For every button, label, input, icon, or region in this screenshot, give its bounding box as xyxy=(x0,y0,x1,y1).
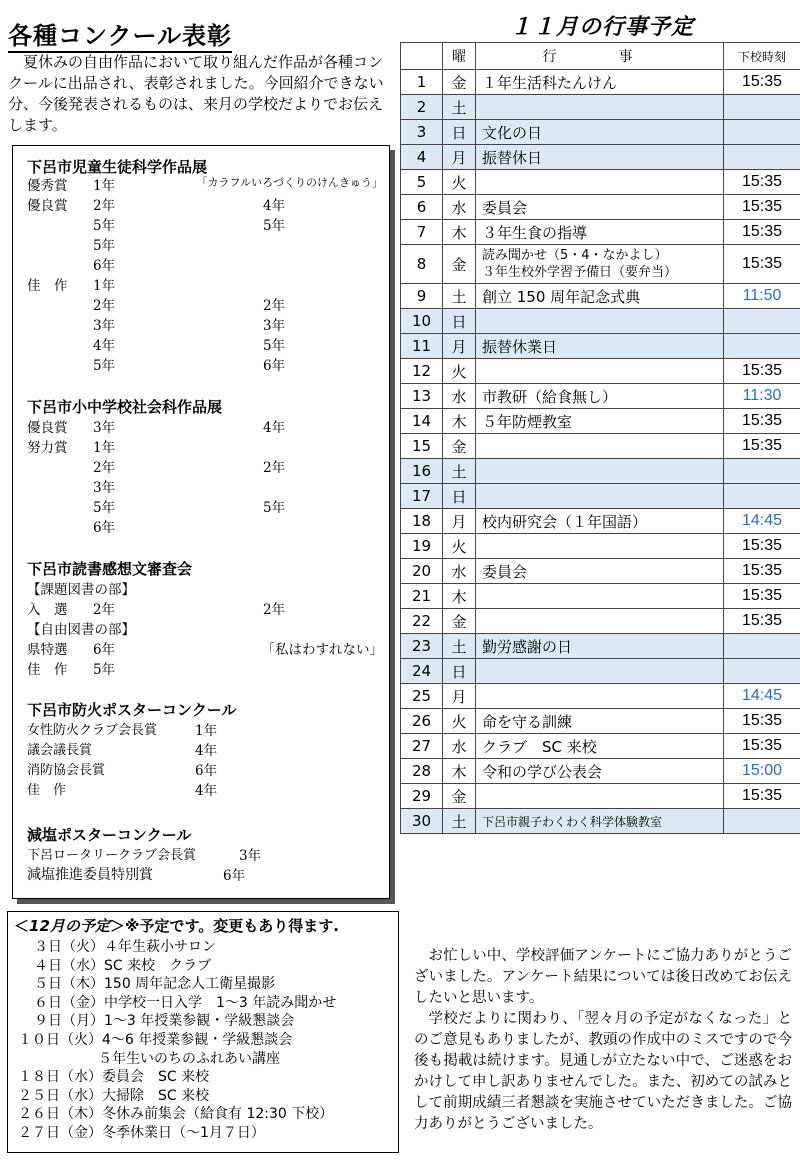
award-row xyxy=(27,194,383,214)
award-name: 優秀賞 xyxy=(27,178,68,194)
december-item: ５日（木）150 周年記念人工衛星撮影 xyxy=(34,976,276,993)
december-item: １０日（火）4～6 年授業参観・学級懇談会 xyxy=(18,1032,293,1048)
award-grade-2: 2年 xyxy=(263,460,286,476)
schedule-day: 29 xyxy=(401,784,443,809)
award-row xyxy=(27,638,383,658)
december-item: ２５日（水）大掃除 SC 来校 xyxy=(18,1087,210,1104)
award-grade-2: 5年 xyxy=(263,218,286,234)
schedule-table xyxy=(400,42,800,834)
award-row xyxy=(27,334,383,354)
schedule-event: 市教研（給食無し） xyxy=(476,384,724,409)
schedule-day: 19 xyxy=(401,534,443,559)
schedule-day: 20 xyxy=(401,559,443,584)
award-row xyxy=(27,844,383,864)
schedule-row xyxy=(401,609,800,634)
award-grade: 6年 xyxy=(93,520,116,536)
award-name: 【自由図書の部】 xyxy=(27,622,135,638)
schedule-event: 校内研究会（１年国語） xyxy=(476,509,724,534)
schedule-dismissal-time xyxy=(724,95,800,120)
award-row xyxy=(27,314,383,334)
schedule-row xyxy=(401,220,800,245)
award-grade-2: 2年 xyxy=(263,298,286,314)
award-row xyxy=(27,294,383,314)
schedule-dismissal-time xyxy=(724,484,800,509)
schedule-row xyxy=(401,245,800,284)
schedule-row xyxy=(401,484,800,509)
award-grade: 5年 xyxy=(93,358,116,374)
award-name: 減塩推進委員特別賞 xyxy=(27,867,153,883)
december-title-main: 12月の予定 xyxy=(29,917,110,935)
award-grade-2: 4年 xyxy=(263,420,286,436)
schedule-row xyxy=(401,170,800,195)
schedule-weekday: 月 xyxy=(443,334,476,359)
award-grade: 3年 xyxy=(93,420,116,436)
award-row xyxy=(27,274,383,294)
award-row xyxy=(27,516,383,536)
schedule-weekday: 日 xyxy=(443,659,476,684)
award-grade: 6年 xyxy=(223,868,246,884)
schedule-dismissal-time: 15:35 xyxy=(724,534,800,559)
award-work-title: 「カラフルいろづくりのけんきゅう」 xyxy=(196,176,383,189)
december-title xyxy=(14,915,339,936)
schedule-event-line-2: ３年生校外学習予備日（要弁当） xyxy=(482,265,678,280)
schedule-day: 6 xyxy=(401,195,443,220)
schedule-day: 13 xyxy=(401,384,443,409)
december-title-prefix: ＜ xyxy=(14,917,30,935)
schedule-header-row xyxy=(401,43,800,70)
schedule-day: 23 xyxy=(401,634,443,659)
schedule-row xyxy=(401,809,800,834)
award-name: 消防協会長賞 xyxy=(27,763,106,778)
award-section-title: 減塩ポスターコンクール xyxy=(27,826,192,844)
december-item: ９日（月）1～3 年授業参観・学級懇談会 xyxy=(34,1013,295,1030)
award-grade: 5年 xyxy=(93,238,116,254)
schedule-dismissal-time: 15:35 xyxy=(724,195,800,220)
schedule-event: 創立 150 周年記念式典 xyxy=(476,284,724,309)
award-name: 優良賞 xyxy=(27,198,68,214)
schedule-weekday: 日 xyxy=(443,484,476,509)
schedule-dismissal-time: 15:35 xyxy=(724,584,800,609)
schedule-row xyxy=(401,434,800,459)
award-row xyxy=(27,416,383,436)
schedule-weekday: 月 xyxy=(443,684,476,709)
schedule-row xyxy=(401,409,800,434)
schedule-weekday: 月 xyxy=(443,509,476,534)
schedule-row xyxy=(401,384,800,409)
schedule-event xyxy=(476,170,724,195)
schedule-row xyxy=(401,359,800,384)
schedule-row xyxy=(401,709,800,734)
schedule-dismissal-time: 15:35 xyxy=(724,220,800,245)
schedule-event xyxy=(476,684,724,709)
schedule-day: 4 xyxy=(401,145,443,170)
award-grade: 1年 xyxy=(195,723,218,739)
schedule-dismissal-time xyxy=(724,659,800,684)
award-row xyxy=(27,759,383,779)
schedule-dismissal-time: 11:30 xyxy=(724,384,800,409)
schedule-event: ５年防煙教室 xyxy=(476,409,724,434)
awards-title: 各種コンクール表彰 xyxy=(8,22,232,53)
message-block xyxy=(414,946,792,1135)
schedule-row xyxy=(401,734,800,759)
schedule-weekday: 水 xyxy=(443,559,476,584)
schedule-day: 26 xyxy=(401,709,443,734)
schedule-day: 28 xyxy=(401,759,443,784)
award-grade: 6年 xyxy=(195,763,218,779)
schedule-event: 命を守る訓練 xyxy=(476,709,724,734)
december-item: ２７日（金）冬季休業日（～1月７日） xyxy=(18,1125,265,1141)
schedule-day: 5 xyxy=(401,170,443,195)
december-plan-box xyxy=(7,911,399,1153)
schedule-dismissal-time: 15:35 xyxy=(724,170,800,195)
schedule-dismissal-time: 15:35 xyxy=(724,559,800,584)
award-name: 優良賞 xyxy=(27,420,68,436)
schedule-dismissal-time xyxy=(724,145,800,170)
schedule-day: 24 xyxy=(401,659,443,684)
award-grade: 3年 xyxy=(93,480,116,496)
schedule-dismissal-time xyxy=(724,334,800,359)
schedule-event: 振替休日 xyxy=(476,145,724,170)
award-name: 努力賞 xyxy=(27,440,68,456)
schedule-event: ３年生食の指導 xyxy=(476,220,724,245)
schedule-event: 委員会 xyxy=(476,195,724,220)
award-row xyxy=(27,779,383,799)
award-name: 下呂ロータリークラブ会長賞 xyxy=(27,848,197,863)
award-grade-2: 5年 xyxy=(263,500,286,516)
award-grade: 1年 xyxy=(93,440,116,456)
schedule-row xyxy=(401,534,800,559)
schedule-dismissal-time xyxy=(724,634,800,659)
award-grade-2: 3年 xyxy=(263,318,286,334)
award-row xyxy=(27,476,383,496)
schedule-row xyxy=(401,145,800,170)
award-section-title: 下呂市防火ポスターコンクール xyxy=(27,701,237,719)
schedule-weekday: 木 xyxy=(443,409,476,434)
award-name: 入 選 xyxy=(27,602,68,618)
schedule-event xyxy=(476,359,724,384)
schedule-dismissal-time xyxy=(724,309,800,334)
schedule-dismissal-time: 15:35 xyxy=(724,709,800,734)
award-grade: 3年 xyxy=(239,848,262,864)
schedule-event: 勤労感謝の日 xyxy=(476,634,724,659)
schedule-weekday: 土 xyxy=(443,459,476,484)
schedule-day: 21 xyxy=(401,584,443,609)
schedule-event xyxy=(476,784,724,809)
award-grade: 2年 xyxy=(93,460,116,476)
schedule-dismissal-time xyxy=(724,120,800,145)
schedule-row xyxy=(401,284,800,309)
schedule-event xyxy=(476,584,724,609)
schedule-weekday: 日 xyxy=(443,120,476,145)
award-grade: 2年 xyxy=(93,198,116,214)
schedule-day: 8 xyxy=(401,245,443,284)
schedule-weekday: 火 xyxy=(443,709,476,734)
schedule-day: 17 xyxy=(401,484,443,509)
award-row xyxy=(27,618,383,638)
december-item: １８日（水）委員会 SC 来校 xyxy=(18,1069,210,1086)
award-grade-2: 2年 xyxy=(263,602,286,618)
schedule-row xyxy=(401,634,800,659)
december-item: ３日（火）４年生萩小サロン xyxy=(34,939,216,955)
schedule-day: 3 xyxy=(401,120,443,145)
schedule-row xyxy=(401,509,800,534)
december-item: ２６日（木）冬休み前集会（給食有 12:30 下校） xyxy=(18,1106,334,1123)
schedule-event xyxy=(476,484,724,509)
award-grade-2: 6年 xyxy=(263,358,286,374)
schedule-weekday: 火 xyxy=(443,170,476,195)
header-dismissal-time: 下校時刻 xyxy=(724,43,800,70)
awards-intro-text: 夏休みの自由作品において取り組んだ作品が各種コンクールに出品され、表彰されました。今回紹介できない分、今後発表されるものは、来月の学校だよりでお伝えします。 xyxy=(8,53,384,134)
schedule-event xyxy=(476,534,724,559)
schedule-dismissal-time: 15:35 xyxy=(724,609,800,634)
award-grade-2: 5年 xyxy=(263,338,286,354)
schedule-row xyxy=(401,120,800,145)
award-row xyxy=(27,719,383,739)
award-name: 議会議長賞 xyxy=(27,743,93,758)
schedule-dismissal-time: 15:00 xyxy=(724,759,800,784)
schedule-row xyxy=(401,559,800,584)
awards-intro xyxy=(8,52,394,136)
schedule-day: 9 xyxy=(401,284,443,309)
schedule-dismissal-time: 14:45 xyxy=(724,509,800,534)
schedule-event: 振替休業日 xyxy=(476,334,724,359)
schedule-row xyxy=(401,334,800,359)
award-name: 県特選 xyxy=(27,642,68,658)
award-grade: 4年 xyxy=(195,743,218,759)
award-row xyxy=(27,864,383,884)
header-day xyxy=(401,43,443,70)
schedule-weekday: 水 xyxy=(443,195,476,220)
schedule-dismissal-time: 15:35 xyxy=(724,70,800,95)
schedule-day: 11 xyxy=(401,334,443,359)
schedule-row xyxy=(401,95,800,120)
schedule-event: 委員会 xyxy=(476,559,724,584)
schedule-dismissal-time: 14:45 xyxy=(724,684,800,709)
schedule-weekday: 金 xyxy=(443,70,476,95)
schedule-event-line-1: 読み聞かせ（5・4・なかよし） xyxy=(482,248,668,263)
award-grade: 5年 xyxy=(93,218,116,234)
schedule-event: 令和の学び公表会 xyxy=(476,759,724,784)
schedule-dismissal-time: 15:35 xyxy=(724,359,800,384)
award-section-title: 下呂市児童生徒科学作品展 xyxy=(27,158,208,176)
schedule-weekday: 日 xyxy=(443,309,476,334)
schedule-weekday: 木 xyxy=(443,759,476,784)
schedule-dismissal-time xyxy=(724,809,800,834)
schedule-row xyxy=(401,659,800,684)
award-row xyxy=(27,354,383,374)
schedule-weekday: 金 xyxy=(443,784,476,809)
award-row xyxy=(27,739,383,759)
december-title-suffix: ＞※予定です。変更もあり得ます. xyxy=(109,917,339,935)
schedule-dismissal-time: 11:50 xyxy=(724,284,800,309)
award-row xyxy=(27,254,383,274)
schedule-dismissal-time: 15:35 xyxy=(724,784,800,809)
schedule-day: 25 xyxy=(401,684,443,709)
award-section-title: 下呂市小中学校社会科作品展 xyxy=(27,398,223,416)
schedule-day: 14 xyxy=(401,409,443,434)
message-paragraph-1: お忙しい中、学校評価アンケートにご協力ありがとうございました。アンケート結果については後日改めてお伝えしたいと思います。 xyxy=(414,948,792,1006)
award-section-title: 下呂市読書感想文審査会 xyxy=(27,560,193,578)
schedule-weekday: 木 xyxy=(443,584,476,609)
award-name: 【課題図書の部】 xyxy=(27,582,135,598)
award-row xyxy=(27,234,383,254)
schedule-event: １年生活科たんけん xyxy=(476,70,724,95)
schedule-title: １１月の行事予定 xyxy=(510,15,695,40)
schedule-row xyxy=(401,309,800,334)
schedule-event: 文化の日 xyxy=(476,120,724,145)
schedule-event xyxy=(476,459,724,484)
award-name: 佳 作 xyxy=(27,662,68,678)
award-row xyxy=(27,456,383,476)
schedule-event xyxy=(476,659,724,684)
schedule-dismissal-time xyxy=(724,459,800,484)
award-name: 女性防火クラブ会長賞 xyxy=(27,723,158,738)
award-grade: 6年 xyxy=(93,258,116,274)
award-row xyxy=(27,496,383,516)
award-name: 佳 作 xyxy=(27,783,67,798)
award-grade: 1年 xyxy=(93,278,116,294)
schedule-body xyxy=(401,70,800,834)
schedule-row xyxy=(401,459,800,484)
awards-list-box xyxy=(12,145,390,899)
schedule-row xyxy=(401,759,800,784)
schedule-row xyxy=(401,70,800,95)
schedule-day: 2 xyxy=(401,95,443,120)
schedule-event xyxy=(476,309,724,334)
schedule-dismissal-time: 15:35 xyxy=(724,245,800,284)
schedule-day: 15 xyxy=(401,434,443,459)
schedule-event xyxy=(476,95,724,120)
schedule-weekday: 土 xyxy=(443,634,476,659)
schedule-row xyxy=(401,684,800,709)
award-grade: 5年 xyxy=(93,500,116,516)
schedule-dismissal-time: 15:35 xyxy=(724,409,800,434)
schedule-weekday: 火 xyxy=(443,534,476,559)
schedule-day: 12 xyxy=(401,359,443,384)
schedule-day: 1 xyxy=(401,70,443,95)
schedule-weekday: 土 xyxy=(443,284,476,309)
award-grade: 2年 xyxy=(93,298,116,314)
schedule-row xyxy=(401,195,800,220)
award-row xyxy=(27,598,383,618)
schedule-weekday: 水 xyxy=(443,384,476,409)
award-grade: 2年 xyxy=(93,602,116,618)
schedule-weekday: 水 xyxy=(443,734,476,759)
schedule-day: 16 xyxy=(401,459,443,484)
award-grade: 1年 xyxy=(93,178,116,194)
schedule-row xyxy=(401,784,800,809)
award-work-title: 「私はわすれない」 xyxy=(261,642,383,658)
schedule-event xyxy=(476,609,724,634)
award-grade: 4年 xyxy=(93,338,116,354)
december-item: ６日（金）中学校一日入学 1～3 年読み聞かせ xyxy=(34,994,337,1011)
schedule-day: 7 xyxy=(401,220,443,245)
award-row xyxy=(27,214,383,234)
award-grade-2: 4年 xyxy=(263,198,286,214)
schedule-weekday: 月 xyxy=(443,145,476,170)
award-grade: 5年 xyxy=(93,662,116,678)
december-item: ５年生いのちのふれあい講座 xyxy=(14,1050,280,1067)
schedule-weekday: 木 xyxy=(443,220,476,245)
schedule-day: 22 xyxy=(401,609,443,634)
schedule-day: 27 xyxy=(401,734,443,759)
schedule-weekday: 金 xyxy=(443,245,476,284)
schedule-event xyxy=(476,434,724,459)
schedule-weekday: 金 xyxy=(443,609,476,634)
schedule-dismissal-time: 15:35 xyxy=(724,434,800,459)
award-grade: 4年 xyxy=(195,783,218,799)
award-row xyxy=(27,436,383,456)
schedule-weekday: 土 xyxy=(443,809,476,834)
schedule-event xyxy=(476,245,724,284)
schedule-day: 30 xyxy=(401,809,443,834)
award-name: 佳 作 xyxy=(27,278,68,294)
schedule-row xyxy=(401,584,800,609)
award-row xyxy=(27,578,383,598)
schedule-event: クラブ SC 来校 xyxy=(476,734,724,759)
schedule-weekday: 金 xyxy=(443,434,476,459)
schedule-weekday: 火 xyxy=(443,359,476,384)
schedule-dismissal-time: 15:35 xyxy=(724,734,800,759)
message-paragraph-2: 学校だよりに関わり、「翌々月の予定がなくなった」とのご意見もありましたが、教頭の作成中のミスですので今後も掲載は続けます。見通しが立たない中で、ご迷惑をおかけして申し訳ありませんでした。また、初めての試みとして前期成績三者懇談を実施させていただきました。ご協力ありがとうございました。 xyxy=(414,1011,792,1132)
award-row xyxy=(27,174,383,194)
schedule-weekday: 土 xyxy=(443,95,476,120)
december-item: ４日（水）SC 来校 クラブ xyxy=(34,957,212,974)
schedule-day: 18 xyxy=(401,509,443,534)
schedule-day: 10 xyxy=(401,309,443,334)
award-grade: 6年 xyxy=(93,642,116,658)
award-row xyxy=(27,658,383,678)
header-event: 行 事 xyxy=(476,43,724,70)
award-grade: 3年 xyxy=(93,318,116,334)
header-weekday: 曜 xyxy=(443,43,476,70)
schedule-event: 下呂市親子わくわく科学体験教室 xyxy=(476,809,724,834)
